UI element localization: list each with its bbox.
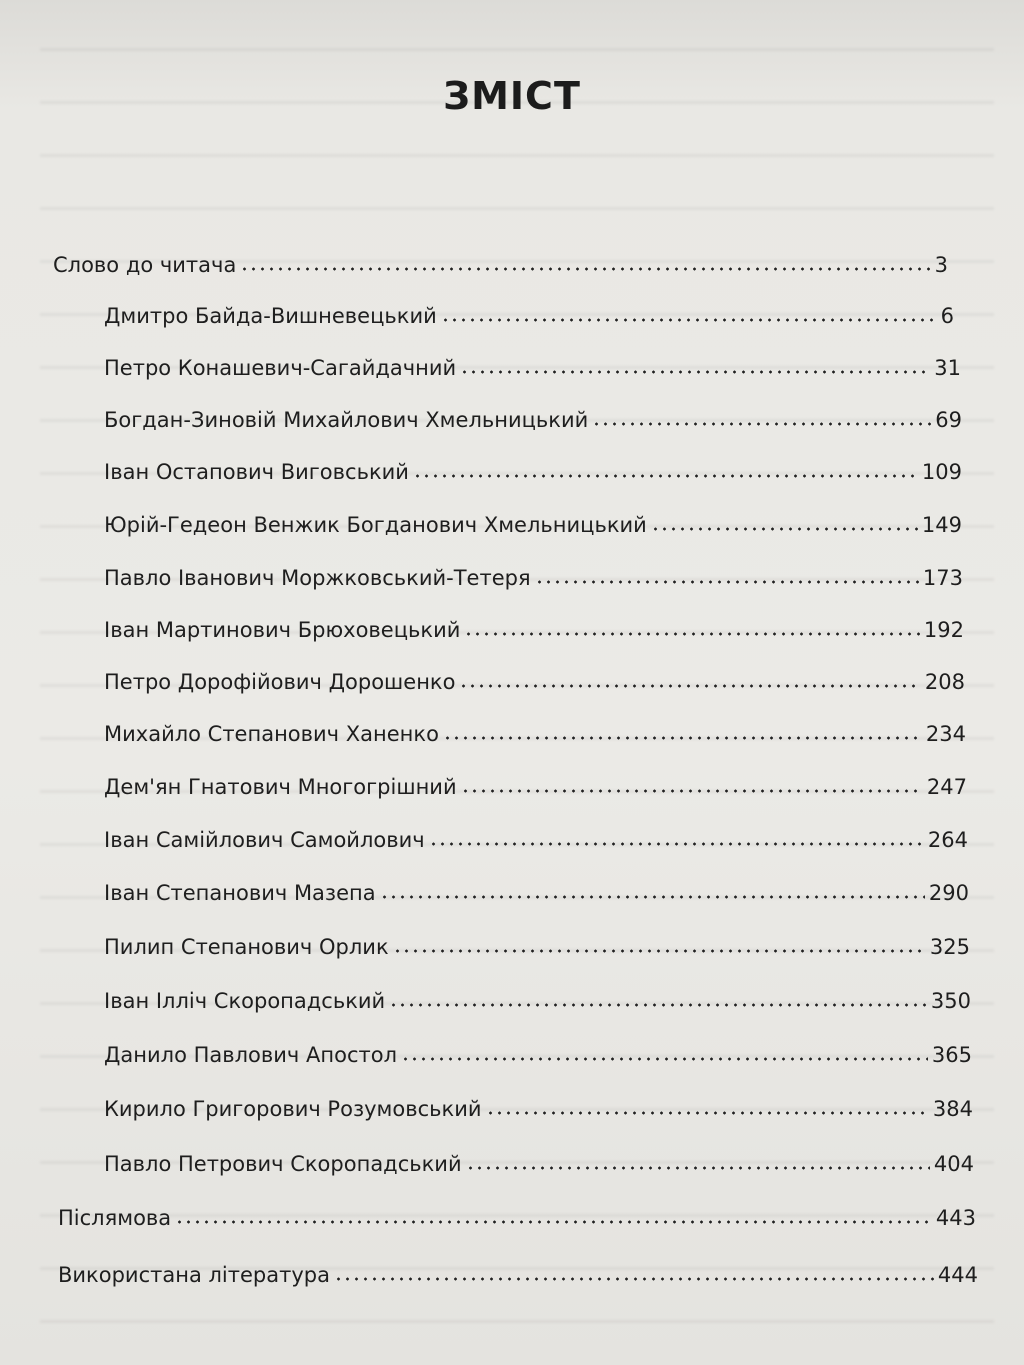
toc-entry-label: Богдан-Зиновій Михайлович Хмельницький [104,408,589,432]
toc-entry-page: 192 [923,618,964,642]
toc-entry-page: 290 [928,881,969,905]
toc-entry-label: Іван Остапович Виговський [104,460,409,484]
toc-entry-label: Іван Степанович Мазепа [104,881,376,905]
toc-entry [104,828,968,852]
dot-leader [334,1277,934,1281]
dot-leader [389,1003,927,1007]
toc-entry [104,881,969,905]
toc-entry [104,566,963,590]
dot-leader [175,1220,932,1224]
toc-entry [58,1206,976,1230]
toc-entry-page: 404 [933,1152,974,1176]
toc-entry [104,1097,973,1121]
dot-leader [413,474,918,478]
toc-entry [104,989,971,1013]
dot-leader [429,842,924,846]
toc-entry-label: Павло Петрович Скоропадський [104,1152,462,1176]
dot-leader [240,267,930,271]
toc-entry [104,408,962,432]
toc-entry-page: 149 [921,513,962,537]
dot-leader [460,370,930,374]
toc-entry-page: 208 [924,670,965,694]
toc-entry-page: 69 [935,408,962,432]
toc-entry-page: 365 [931,1043,972,1067]
toc-entry-label: Дмитро Байда-Вишневецький [104,304,437,328]
dot-leader [466,1166,930,1170]
dot-leader [459,684,920,688]
toc-entry-page: 350 [930,989,971,1013]
toc-entry [104,935,970,959]
toc-entry-page: 3 [934,253,948,277]
dot-leader [486,1111,929,1115]
toc-entry-label: Данило Павлович Апостол [104,1043,398,1067]
toc-entry [104,460,962,484]
toc-entry-page: 6 [940,304,954,328]
toc-entry-label: Іван Самійлович Самойлович [104,828,425,852]
toc-entry-label: Іван Ілліч Скоропадський [104,989,386,1013]
toc-entry-page: 443 [935,1206,976,1230]
toc-entry-label: Павло Іванович Моржковський-Тетеря [104,566,531,590]
toc-entry-label: Петро Дорофійович Дорошенко [104,670,456,694]
toc-entry-label: Використана література [58,1263,330,1287]
toc-entry-page: 247 [926,775,967,799]
toc-entry-page: 173 [922,566,963,590]
toc-entry-label: Іван Мартинович Брюховецький [104,618,461,642]
dot-leader [393,949,926,953]
toc-entry-label: Юрій-Гедеон Венжик Богданович Хмельницький [104,513,647,537]
toc-entry-page: 444 [937,1263,978,1287]
toc-entry [104,304,954,328]
toc-entry-label: Дем'ян Гнатович Многогрішний [104,775,457,799]
toc-entry-page: 109 [921,460,962,484]
dot-leader [401,1057,928,1061]
toc-entry-label: Михайло Степанович Ханенко [104,722,439,746]
toc-entry-label: Петро Конашевич-Сагайдачний [104,356,457,380]
toc-entry-page: 325 [929,935,970,959]
page-title: ЗМІСТ [443,74,581,118]
dot-leader [592,422,931,426]
toc-entry-page: 234 [925,722,966,746]
toc-entry [104,513,962,537]
toc-entry-page: 31 [934,356,961,380]
toc-entry-page: 384 [932,1097,973,1121]
dot-leader [441,318,937,322]
toc-entry [104,775,967,799]
toc-entry [104,722,966,746]
toc-entry [104,1152,974,1176]
dot-leader [464,632,920,636]
toc-entry [104,670,965,694]
toc-entry [58,1263,978,1287]
toc-entry-label: Пилип Степанович Орлик [104,935,389,959]
toc-entry-page: 264 [927,828,968,852]
toc-entry-label: Післямова [58,1206,172,1230]
toc-entry-label: Слово до читача [53,253,237,277]
toc-entry [104,1043,972,1067]
dot-leader [461,789,923,793]
toc-entry [53,253,948,277]
toc-entry-label: Кирило Григорович Розумовський [104,1097,482,1121]
toc-entry [104,356,961,380]
dot-leader [380,895,925,899]
toc-entry [104,618,964,642]
dot-leader [535,580,919,584]
dot-leader [443,736,922,740]
dot-leader [651,527,918,531]
